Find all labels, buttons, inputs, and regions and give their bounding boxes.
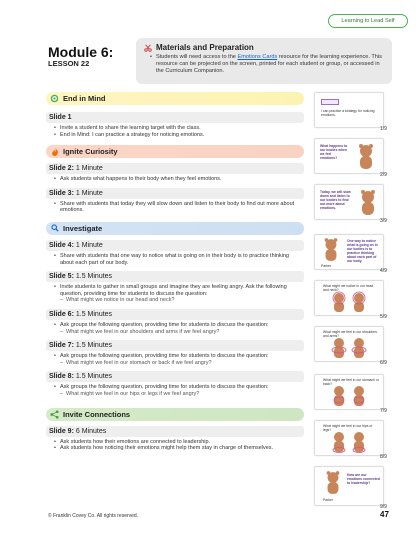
slide-4-thumbnail[interactable]: [314, 234, 384, 270]
bear-pair-icon: [329, 337, 371, 359]
slide-title: Slide 5:: [49, 273, 74, 281]
lesson-content: [46, 92, 304, 452]
slide-8-thumbnail[interactable]: [314, 420, 384, 456]
section-end-in-mind: [46, 92, 304, 105]
thumb-text: What happens to our bodies when we feel emotions?: [320, 144, 348, 160]
slide-7-bullet-1: • Ask groups the following question, providing time for students to discuss the question:: [54, 353, 304, 360]
slide-time: 1.5 Minutes: [75, 342, 113, 350]
category-tag: Learning to Lead Self: [328, 14, 408, 28]
slide-9-header: [46, 426, 304, 437]
slide-7-block: [46, 340, 304, 366]
thumb-text: How are our emotions connected to leadership?: [347, 473, 380, 485]
emotions-cards-link[interactable]: Emotions Cards: [237, 54, 278, 60]
bear-character-icon: [355, 143, 377, 171]
thumb-number: 1/9: [380, 126, 387, 132]
slide-title: Slide 9:: [49, 427, 74, 435]
slide-9-block: [46, 426, 304, 452]
slide-3-header: [46, 188, 304, 199]
thumb-text: One way to notice what is going on in our bodies is to practice thinking about each part of our body.: [347, 239, 378, 263]
thumb-text: What might we feel in our shoulders and arms?: [323, 330, 377, 338]
thumb-number: 5/9: [380, 314, 387, 320]
slide-time: 1.5 Minutes: [75, 273, 113, 281]
section-title: Invite Connections: [63, 409, 131, 419]
thumb-number: 9/9: [380, 504, 387, 510]
slide-3-block: [46, 188, 304, 214]
bear-pair-icon: [329, 431, 371, 453]
slide-3-thumbnail[interactable]: [314, 184, 384, 220]
thumb-number: 6/9: [380, 360, 387, 366]
bear-pair-icon: [329, 385, 371, 407]
flame-icon: [50, 147, 59, 156]
slide-time: 1 Minute: [75, 165, 103, 173]
slide-6-thumbnail[interactable]: [314, 326, 384, 362]
thumb-text: What might we notice in our head and neck?: [323, 284, 374, 292]
slide-1-thumbnail[interactable]: [314, 92, 384, 128]
slide-time: 1.5 Minutes: [75, 373, 113, 381]
section-invite-connections: [46, 408, 304, 421]
slide-time: 1 Minute: [75, 241, 103, 249]
module-title: Module 6:: [48, 44, 114, 60]
slide-9-thumbnail[interactable]: [314, 466, 384, 506]
thumb-number: 3/9: [380, 218, 387, 224]
slide-3-bullet-1: • Share with students that today they will slow down and listen to their body to find out more about emotions.: [54, 201, 304, 214]
slide-1-bullet-2: • End in Mind: I can practice a strategy for noticing emotions.: [54, 132, 304, 139]
thumb-text: Parker: [323, 498, 333, 502]
bear-character-icon: [357, 189, 379, 217]
slide-title: Slide 6:: [49, 310, 74, 318]
slide-title: Slide 4:: [49, 241, 74, 249]
slide-time: 1.5 Minutes: [75, 310, 113, 318]
page-number: 47: [380, 510, 389, 519]
slide-6-header: [46, 309, 304, 320]
bear-character-icon: [321, 237, 341, 263]
thumb-text: I can practice a strategy for noticing emotions.: [321, 109, 375, 117]
network-icon: [50, 410, 59, 419]
bear-character-icon: [323, 470, 343, 496]
materials-heading: [144, 43, 384, 52]
slide-2-bullet-1: • Ask students what happens to their body when they feel emotions.: [54, 176, 304, 183]
copyright: © Franklin Covey Co. All rights reserved.: [48, 513, 139, 519]
thumb-text: What might we feel in our stomach or back?: [323, 378, 379, 386]
section-title: Ignite Curiosity: [63, 147, 118, 157]
slide-2-block: [46, 163, 304, 183]
materials-text-1: Students will need access to the: [156, 54, 238, 60]
slide-1-block: [46, 112, 304, 138]
bear-pair-icon: [329, 291, 371, 313]
slide-9-bullet-2: • Ask students how noticing their emotions might help them stay in charge of themselves.: [54, 445, 304, 452]
slide-7-header: [46, 340, 304, 351]
slide-7-question: – What might we feel in our stomach or back if we feel angry?: [54, 360, 304, 367]
section-title: End in Mind: [63, 94, 106, 103]
section-ignite-curiosity: [46, 145, 304, 158]
thumb-number: 2/9: [380, 172, 387, 178]
slide-title: Slide 1: [49, 114, 72, 121]
slide-1-header: [46, 112, 304, 123]
scissors-icon: [144, 44, 152, 52]
slide-6-question: – What might we feel in our shoulders and arms if we feel angry?: [54, 329, 304, 336]
slide-6-bullet-1: • Ask groups the following question, providing time for students to discuss the question:: [54, 322, 304, 329]
thumb-number: 4/9: [380, 268, 387, 274]
slide-time: 6 Minutes: [75, 427, 107, 435]
materials-panel: [136, 38, 392, 84]
slide-5-header: [46, 271, 304, 282]
slide-8-header: [46, 371, 304, 382]
slide-5-block: [46, 271, 304, 304]
slide-4-block: [46, 240, 304, 266]
thumb-number: 7/9: [380, 408, 387, 414]
magnifier-icon: [50, 224, 59, 233]
slide-8-question: – What might we feel in our hips or legs if we feel angry?: [54, 391, 304, 398]
slide-2-thumbnail[interactable]: [314, 138, 384, 174]
slide-title: Slide 3:: [49, 189, 74, 197]
slide-time: 1 Minute: [75, 189, 103, 197]
slide-6-block: [46, 309, 304, 335]
slide-5-bullet-1: • Invite students to gather in small groups and imagine they are feeling angry. Ask the following question, providing time for students to discuss the question:: [54, 284, 304, 297]
slide-8-bullet-1: • Ask groups the following question, providing time for students to discuss the question:: [54, 384, 304, 391]
materials-description: [150, 54, 384, 76]
thumb-text: Parker: [321, 264, 331, 268]
materials-text-2: resource for the learning experience. This resource can be projected on the screen, printed for each student or group, or accessed in the Curriculum Companion.: [156, 54, 382, 75]
section-title: Investigate: [63, 223, 103, 233]
slide-2-header: [46, 163, 304, 174]
slide-1-bullet-1: • Invite a student to share the learning target with the class.: [54, 125, 304, 132]
slide-title: Slide 2:: [49, 165, 74, 173]
slide-4-header: [46, 240, 304, 251]
thumb-text: Today, we will slow down and listen to our bodies to find out more about emotions.: [320, 190, 351, 210]
slide-9-bullet-1: • Ask students how their emotions are connected to leadership.: [54, 439, 304, 446]
slide-5-question: – What might we notice in our head and neck?: [54, 297, 304, 304]
slide-title: Slide 7:: [49, 342, 74, 350]
materials-heading-text: Materials and Preparation: [156, 43, 254, 52]
lesson-label: LESSON 22: [48, 59, 90, 68]
slide-5-thumbnail[interactable]: [314, 280, 384, 316]
slide-title: Slide 8:: [49, 373, 74, 381]
target-icon: [50, 94, 59, 103]
thumb-text: What might we feel in our hips or legs?: [323, 424, 373, 432]
slide-8-block: [46, 371, 304, 397]
slide-7-thumbnail[interactable]: [314, 374, 384, 410]
slide-4-bullet-1: • Share with students that one way to notice what is going on in their body is to practice thinking about each part of our body.: [54, 253, 304, 266]
thumb-number: 8/9: [380, 454, 387, 460]
section-investigate: [46, 222, 304, 235]
